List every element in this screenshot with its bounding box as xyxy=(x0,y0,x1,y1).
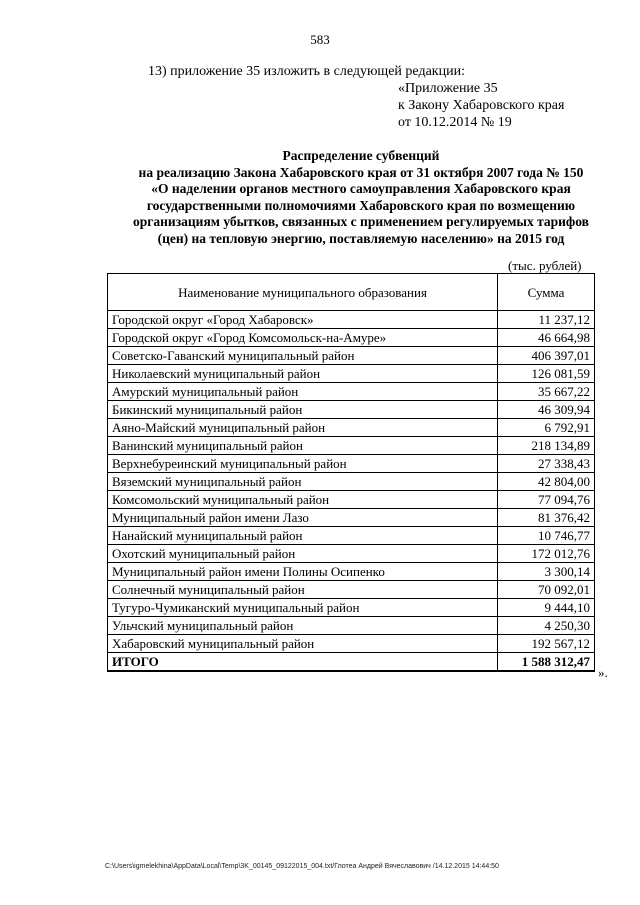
table-row xyxy=(108,491,595,509)
municipality-name: Тугуро-Чумиканский муниципальный район xyxy=(108,599,498,617)
subsidy-amount: 10 746,77 xyxy=(498,527,595,545)
footer-file-path: C:\Users\igmelekhina\AppData\Local\Temp\3K_00145_09122015_004.txt/Глотеа Андрей Вячеславович /14.12.2015 14:44:50 xyxy=(105,863,499,870)
subsidy-amount: 70 092,01 xyxy=(498,581,595,599)
municipality-name: Верхнебуреинский муниципальный район xyxy=(108,455,498,473)
table-row xyxy=(108,635,595,653)
table-row xyxy=(108,329,595,347)
municipality-name: Ванинский муниципальный район xyxy=(108,437,498,455)
subsidy-table xyxy=(107,273,595,672)
appendix-reference xyxy=(398,80,564,131)
title-line-6: (цен) на тепловую энергию, поставляемую населению» на 2015 год xyxy=(157,230,565,246)
municipality-name: Городской округ «Город Комсомольск-на-Амуре» xyxy=(108,329,498,347)
municipality-name: Амурский муниципальный район xyxy=(108,383,498,401)
municipality-name: Муниципальный район имени Лазо xyxy=(108,509,498,527)
subsidy-amount: 6 792,91 xyxy=(498,419,595,437)
subsidy-amount: 11 237,12 xyxy=(498,311,595,329)
table-row xyxy=(108,383,595,401)
municipality-name: Муниципальный район имени Полины Осипенко xyxy=(108,563,498,581)
table-row xyxy=(108,419,595,437)
table-row xyxy=(108,365,595,383)
appendix-line-1: «Приложение 35 xyxy=(398,81,498,96)
table-body xyxy=(108,311,595,653)
total-amount: 1 588 312,47 xyxy=(498,653,595,672)
table-row xyxy=(108,545,595,563)
municipality-name: Аяно-Майский муниципальный район xyxy=(108,419,498,437)
title-line-4: государственными полномочиями Хабаровского края по возмещению xyxy=(146,197,576,213)
table-row xyxy=(108,473,595,491)
table-row xyxy=(108,581,595,599)
units-note: (тыс. рублей) xyxy=(508,258,582,273)
table-row xyxy=(108,401,595,419)
header-amount: Сумма xyxy=(498,274,595,311)
table-row xyxy=(108,347,595,365)
municipality-name: Солнечный муниципальный район xyxy=(108,581,498,599)
header-name: Наименование муниципального образования xyxy=(108,274,498,311)
table-row xyxy=(108,563,595,581)
subsidy-amount: 9 444,10 xyxy=(498,599,595,617)
municipality-name: Комсомольский муниципальный район xyxy=(108,491,498,509)
municipality-name: Нанайский муниципальный район xyxy=(108,527,498,545)
document-title xyxy=(96,148,626,247)
table-row xyxy=(108,617,595,635)
subsidy-amount: 192 567,12 xyxy=(498,635,595,653)
subsidy-amount: 46 309,94 xyxy=(498,401,595,419)
appendix-line-3: от 10.12.2014 № 19 xyxy=(398,115,512,130)
subsidy-amount: 3 300,14 xyxy=(498,563,595,581)
table-row xyxy=(108,599,595,617)
subsidy-amount: 77 094,76 xyxy=(498,491,595,509)
subsidy-amount: 126 081,59 xyxy=(498,365,595,383)
table-row xyxy=(108,455,595,473)
intro-line: 13) приложение 35 изложить в следующей редакции: xyxy=(148,64,465,79)
subsidy-amount: 406 397,01 xyxy=(498,347,595,365)
table-row xyxy=(108,527,595,545)
municipality-name: Охотский муниципальный район xyxy=(108,545,498,563)
subsidy-amount: 42 804,00 xyxy=(498,473,595,491)
subsidy-amount: 46 664,98 xyxy=(498,329,595,347)
municipality-name: Вяземский муниципальный район xyxy=(108,473,498,491)
subsidy-amount: 172 012,76 xyxy=(498,545,595,563)
total-row xyxy=(108,653,595,672)
appendix-line-2: к Закону Хабаровского края xyxy=(398,98,565,113)
page-number: 583 xyxy=(310,32,330,47)
total-label: ИТОГО xyxy=(108,653,498,672)
title-line-1: Распределение субвенций xyxy=(282,148,440,163)
subsidy-amount: 218 134,89 xyxy=(498,437,595,455)
municipality-name: Советско-Гаванский муниципальный район xyxy=(108,347,498,365)
subsidy-amount: 27 338,43 xyxy=(498,455,595,473)
title-line-5: организациям убытков, связанных с применением регулируемых тарифов xyxy=(133,214,589,229)
table-row xyxy=(108,311,595,329)
closing-quote-mark: ». xyxy=(598,665,608,680)
title-line-3: «О наделении органов местного самоуправления Хабаровского края xyxy=(151,181,571,196)
table-row xyxy=(108,437,595,455)
subsidy-amount: 4 250,30 xyxy=(498,617,595,635)
municipality-name: Бикинский муниципальный район xyxy=(108,401,498,419)
subsidy-amount: 81 376,42 xyxy=(498,509,595,527)
subsidy-amount: 35 667,22 xyxy=(498,383,595,401)
municipality-name: Хабаровский муниципальный район xyxy=(108,635,498,653)
municipality-name: Городской округ «Город Хабаровск» xyxy=(108,311,498,329)
title-line-2: на реализацию Закона Хабаровского края от 31 октября 2007 года № 150 xyxy=(138,164,584,180)
table-row xyxy=(108,509,595,527)
municipality-name: Николаевский муниципальный район xyxy=(108,365,498,383)
municipality-name: Ульчский муниципальный район xyxy=(108,617,498,635)
table-header-row xyxy=(108,274,595,311)
